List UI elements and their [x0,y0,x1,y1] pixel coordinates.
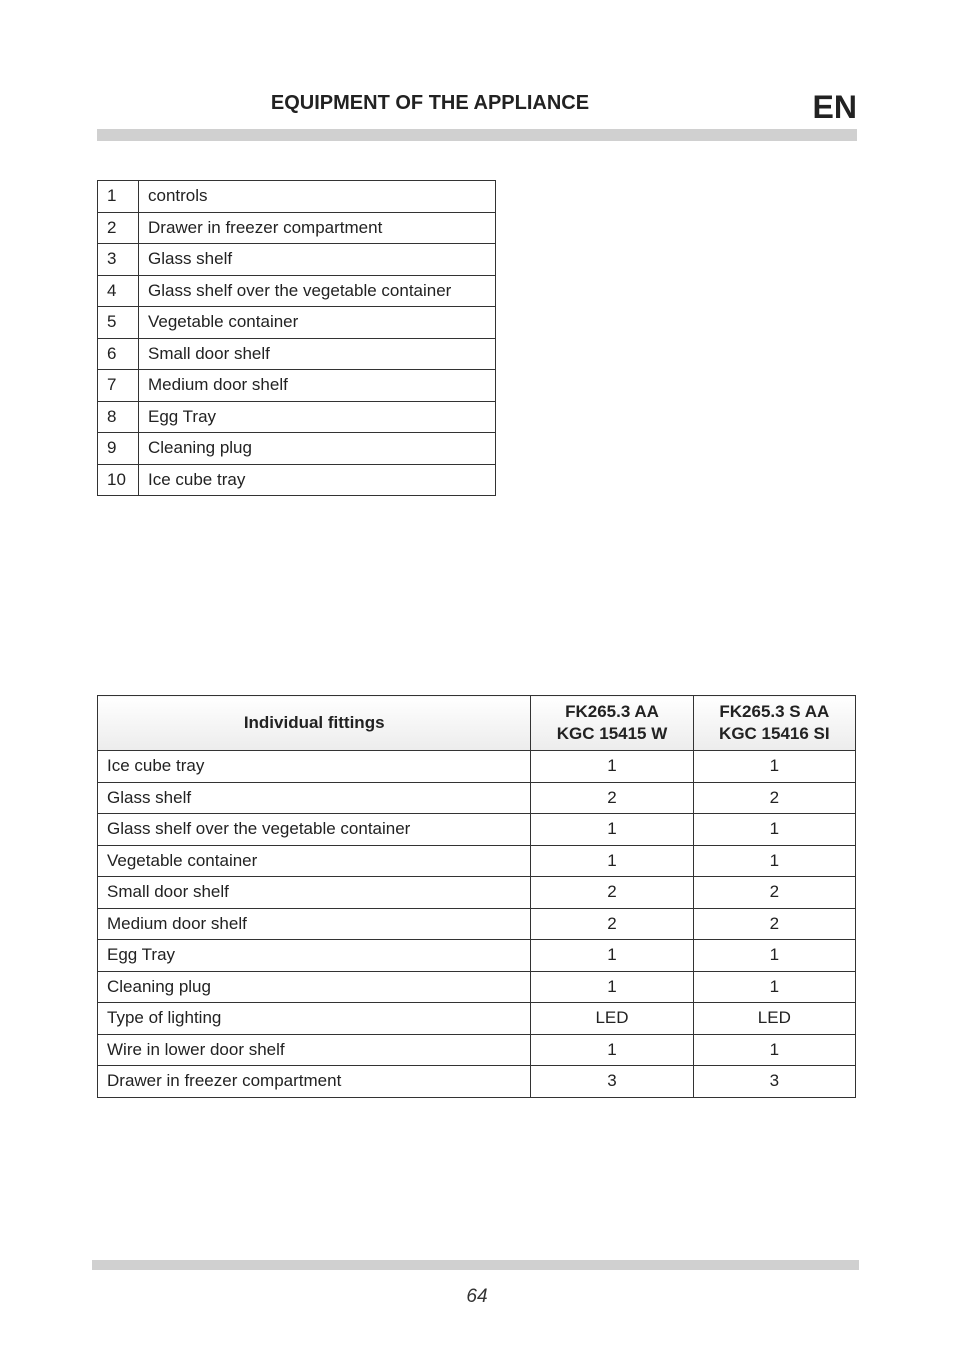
part-number: 2 [98,212,139,244]
model-b-value: 1 [693,1034,855,1066]
header-individual-fittings: Individual fittings [98,696,531,751]
header-model-b [693,696,855,751]
fitting-name: Glass shelf [98,782,531,814]
part-number: 5 [98,307,139,339]
table-row [98,307,496,339]
model-b-value: 2 [693,877,855,909]
model-a-value: 2 [531,908,693,940]
part-number: 1 [98,181,139,213]
part-label: Ice cube tray [139,464,496,496]
table-row [98,370,496,402]
table-row [98,433,496,465]
part-label: Small door shelf [139,338,496,370]
page-number: 64 [466,1286,488,1307]
part-label: Egg Tray [139,401,496,433]
fitting-name: Drawer in freezer compartment [98,1066,531,1098]
table-row [98,1034,856,1066]
part-label: Glass shelf [139,244,496,276]
header-divider [97,129,857,141]
table-row [98,908,856,940]
model-a-value: 2 [531,782,693,814]
model-a-value: 1 [531,1034,693,1066]
model-b-value: 2 [693,908,855,940]
page-title: EQUIPMENT OF THE APPLIANCE [270,92,590,114]
part-number: 9 [98,433,139,465]
model-a-value: LED [531,1003,693,1035]
table-row [98,1003,856,1035]
table-row [98,877,856,909]
table-row [98,782,856,814]
individual-fittings-table [97,695,856,1098]
table-row [98,940,856,972]
model-a-value: 1 [531,751,693,783]
fitting-name: Ice cube tray [98,751,531,783]
table-row [98,751,856,783]
part-label: Cleaning plug [139,433,496,465]
fitting-name: Medium door shelf [98,908,531,940]
model-b-value: 1 [693,751,855,783]
model-a-value: 3 [531,1066,693,1098]
footer-divider [92,1260,859,1270]
model-a-value: 1 [531,971,693,1003]
model-b-value: 1 [693,814,855,846]
part-number: 8 [98,401,139,433]
part-label: Medium door shelf [139,370,496,402]
part-number: 10 [98,464,139,496]
table-row [98,244,496,276]
fitting-name: Vegetable container [98,845,531,877]
part-number: 7 [98,370,139,402]
model-a-line1: FK265.3 AA [565,702,659,721]
fitting-name: Glass shelf over the vegetable container [98,814,531,846]
part-label: Drawer in freezer compartment [139,212,496,244]
model-a-value: 1 [531,940,693,972]
table-header-row [98,696,856,751]
part-label: controls [139,181,496,213]
table-row [98,1066,856,1098]
model-a-value: 1 [531,845,693,877]
part-number: 3 [98,244,139,276]
model-b-value: 2 [693,782,855,814]
model-b-value: 1 [693,845,855,877]
fitting-name: Wire in lower door shelf [98,1034,531,1066]
table-row [98,212,496,244]
model-b-value: 1 [693,971,855,1003]
fitting-name: Egg Tray [98,940,531,972]
table-row [98,401,496,433]
fitting-name: Cleaning plug [98,971,531,1003]
table-row [98,275,496,307]
language-code: EN [812,89,857,125]
model-b-line1: FK265.3 S AA [719,702,830,721]
model-b-line2: KGC 15416 SI [719,724,830,743]
part-label: Glass shelf over the vegetable container [139,275,496,307]
model-b-value: LED [693,1003,855,1035]
table-row [98,181,496,213]
table-row [98,971,856,1003]
model-a-line2: KGC 15415 W [556,724,668,743]
model-b-value: 3 [693,1066,855,1098]
table-row [98,814,856,846]
table-row [98,845,856,877]
table-row [98,338,496,370]
fitting-name: Small door shelf [98,877,531,909]
parts-legend-table [97,180,496,496]
model-b-value: 1 [693,940,855,972]
header-model-a [531,696,693,751]
part-label: Vegetable container [139,307,496,339]
part-number: 6 [98,338,139,370]
model-a-value: 1 [531,814,693,846]
table-row [98,464,496,496]
model-a-value: 2 [531,877,693,909]
part-number: 4 [98,275,139,307]
fitting-name: Type of lighting [98,1003,531,1035]
